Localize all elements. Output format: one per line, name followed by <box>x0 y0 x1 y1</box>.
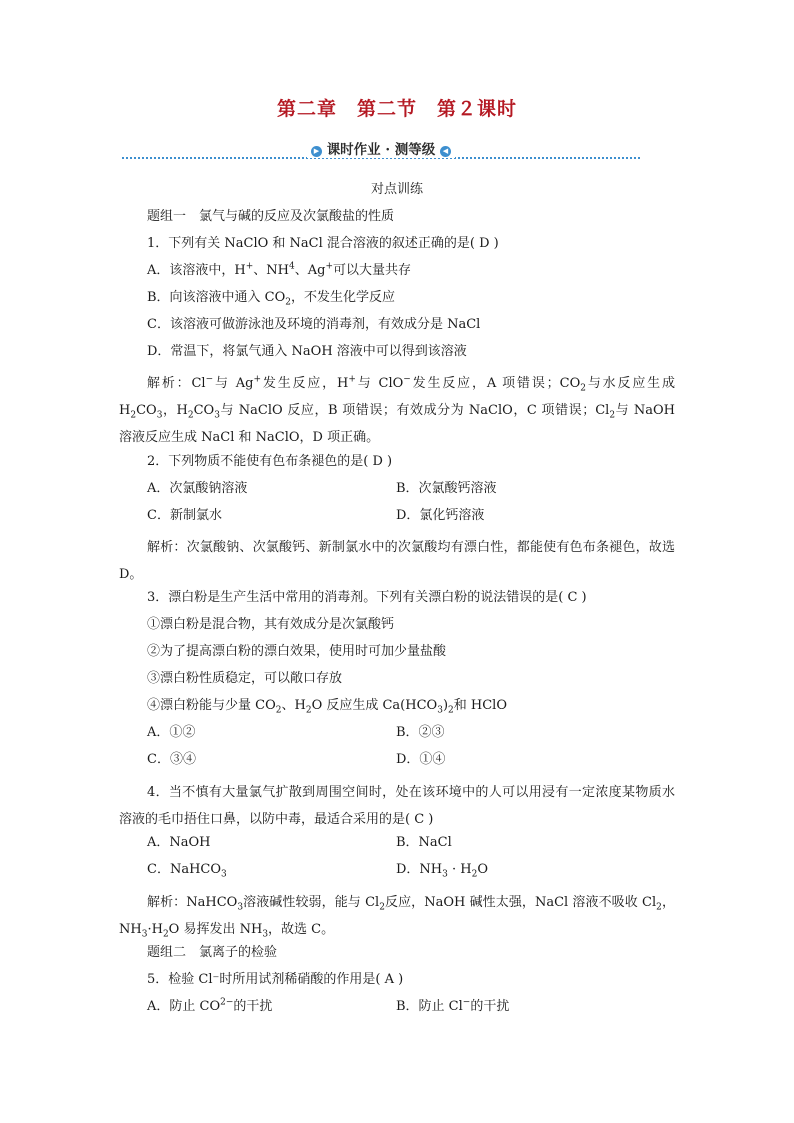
q3-option-a: A．①② <box>147 725 196 740</box>
banner <box>122 138 640 162</box>
q2-option-a: A．次氯酸钠溶液 <box>147 481 248 496</box>
q3-option-b: B．②③ <box>396 725 445 740</box>
play-left-icon: ◀ <box>440 146 451 157</box>
q2-explanation: 解析：次氯酸钠、次氯酸钙、新制氯水中的次氯酸均有漂白性，都能使有色布条褪色，故选 D。 <box>119 540 675 582</box>
section-heading: 对点训练 <box>370 182 423 197</box>
q3-statement-2: ②为了提高漂白粉的漂白效果，使用时可加少量盐酸 <box>147 644 447 659</box>
banner-label: 课时作业 · 测等级 <box>326 142 436 158</box>
q1-stem: 1．下列有关 NaClO 和 NaCl 混合溶液的叙述正确的是( D ) <box>147 236 499 251</box>
q1-option-b: B．向该溶液中通入 $CO_2$，不发生化学反应 <box>147 290 396 308</box>
q3-stem: 3．漂白粉是生产生活中常用的消毒剂。下列有关漂白粉的说法错误的是( C ) <box>147 590 587 605</box>
q2-option-b: B．次氯酸钙溶液 <box>396 481 497 496</box>
q4-option-a: A．NaOH <box>147 835 211 850</box>
q4-option-d: D．$NH_3 \cdot H_2O$ <box>396 862 489 880</box>
q1-explanation: 解析：Cl−与 Ag+发生反应，H+与 ClO−发生反应，A 项错误；$CO_2$与水反应生成 $H_2CO_3$，$H_2CO_3$与 NaClO 反应，B 项错误；有效成分为 NaClO，C 项错误；$Cl_2$与 NaOH 溶液反应生成 NaCl 和 NaClO，D 项正确。 <box>119 374 675 445</box>
q1-option-c: C．该溶液可做游泳池及环境的消毒剂，有效成分是 NaCl <box>147 317 481 332</box>
q2-option-c: C．新制氯水 <box>147 508 222 523</box>
page-title: 第二章 第二节 第２课时 <box>276 98 517 120</box>
group-heading-2: 题组二 氯离子的检验 <box>147 945 278 960</box>
q3-statement-1: ①漂白粉是混合物，其有效成分是次氯酸钙 <box>147 617 395 632</box>
q3-option-d: D．①④ <box>396 752 446 767</box>
q4-explanation: 解析：NaHCO$_3$溶液碱性较弱，能与 $Cl_2$反应，NaOH 碱性太强，NaCl 溶液不吸收 $Cl_2$，$NH_3\cdot H_2O$ 易挥发出 $NH_3$，故选 C。 <box>119 895 675 940</box>
q3-statement-3: ③漂白粉性质稳定，可以敞口存放 <box>147 671 343 686</box>
play-right-icon: ▶ <box>311 146 322 157</box>
q5-stem: 5．检验 Cl⁻时所用试剂稀硝酸的作用是( A ) <box>147 972 404 987</box>
q5-option-a: A．防止 $CO^{2-}$的干扰 <box>147 997 273 1014</box>
group-heading-1: 题组一 氯气与碱的反应及次氯酸盐的性质 <box>147 209 395 224</box>
q3-statement-4: ④漂白粉能与少量 $CO_2$、$H_2O$ 反应生成 $Ca(HCO_3)_2$和 HClO <box>147 698 507 716</box>
q1-option-a: A．该溶液中，H+、$NH^4$、Ag+可以大量共存 <box>147 261 412 278</box>
q2-stem: 2．下列物质不能使有色布条褪色的是( D ) <box>147 454 393 469</box>
q2-option-d: D．氯化钙溶液 <box>396 508 485 523</box>
q4-stem: 4．当不慎有大量氯气扩散到周围空间时，处在该环境中的人可以用浸有一定浓度某物质水溶液的毛巾捂住口鼻，以防中毒，最适合采用的是( C ) <box>119 785 675 827</box>
q1-option-d: D．常温下，将氯气通入 NaOH 溶液中可以得到该溶液 <box>147 344 467 359</box>
q5-option-b: B．防止 Cl−的干扰 <box>396 997 510 1014</box>
q4-option-c: C．NaHCO$_3$ <box>147 862 227 880</box>
q4-option-b: B．NaCl <box>396 835 452 850</box>
q3-option-c: C．③④ <box>147 752 196 767</box>
